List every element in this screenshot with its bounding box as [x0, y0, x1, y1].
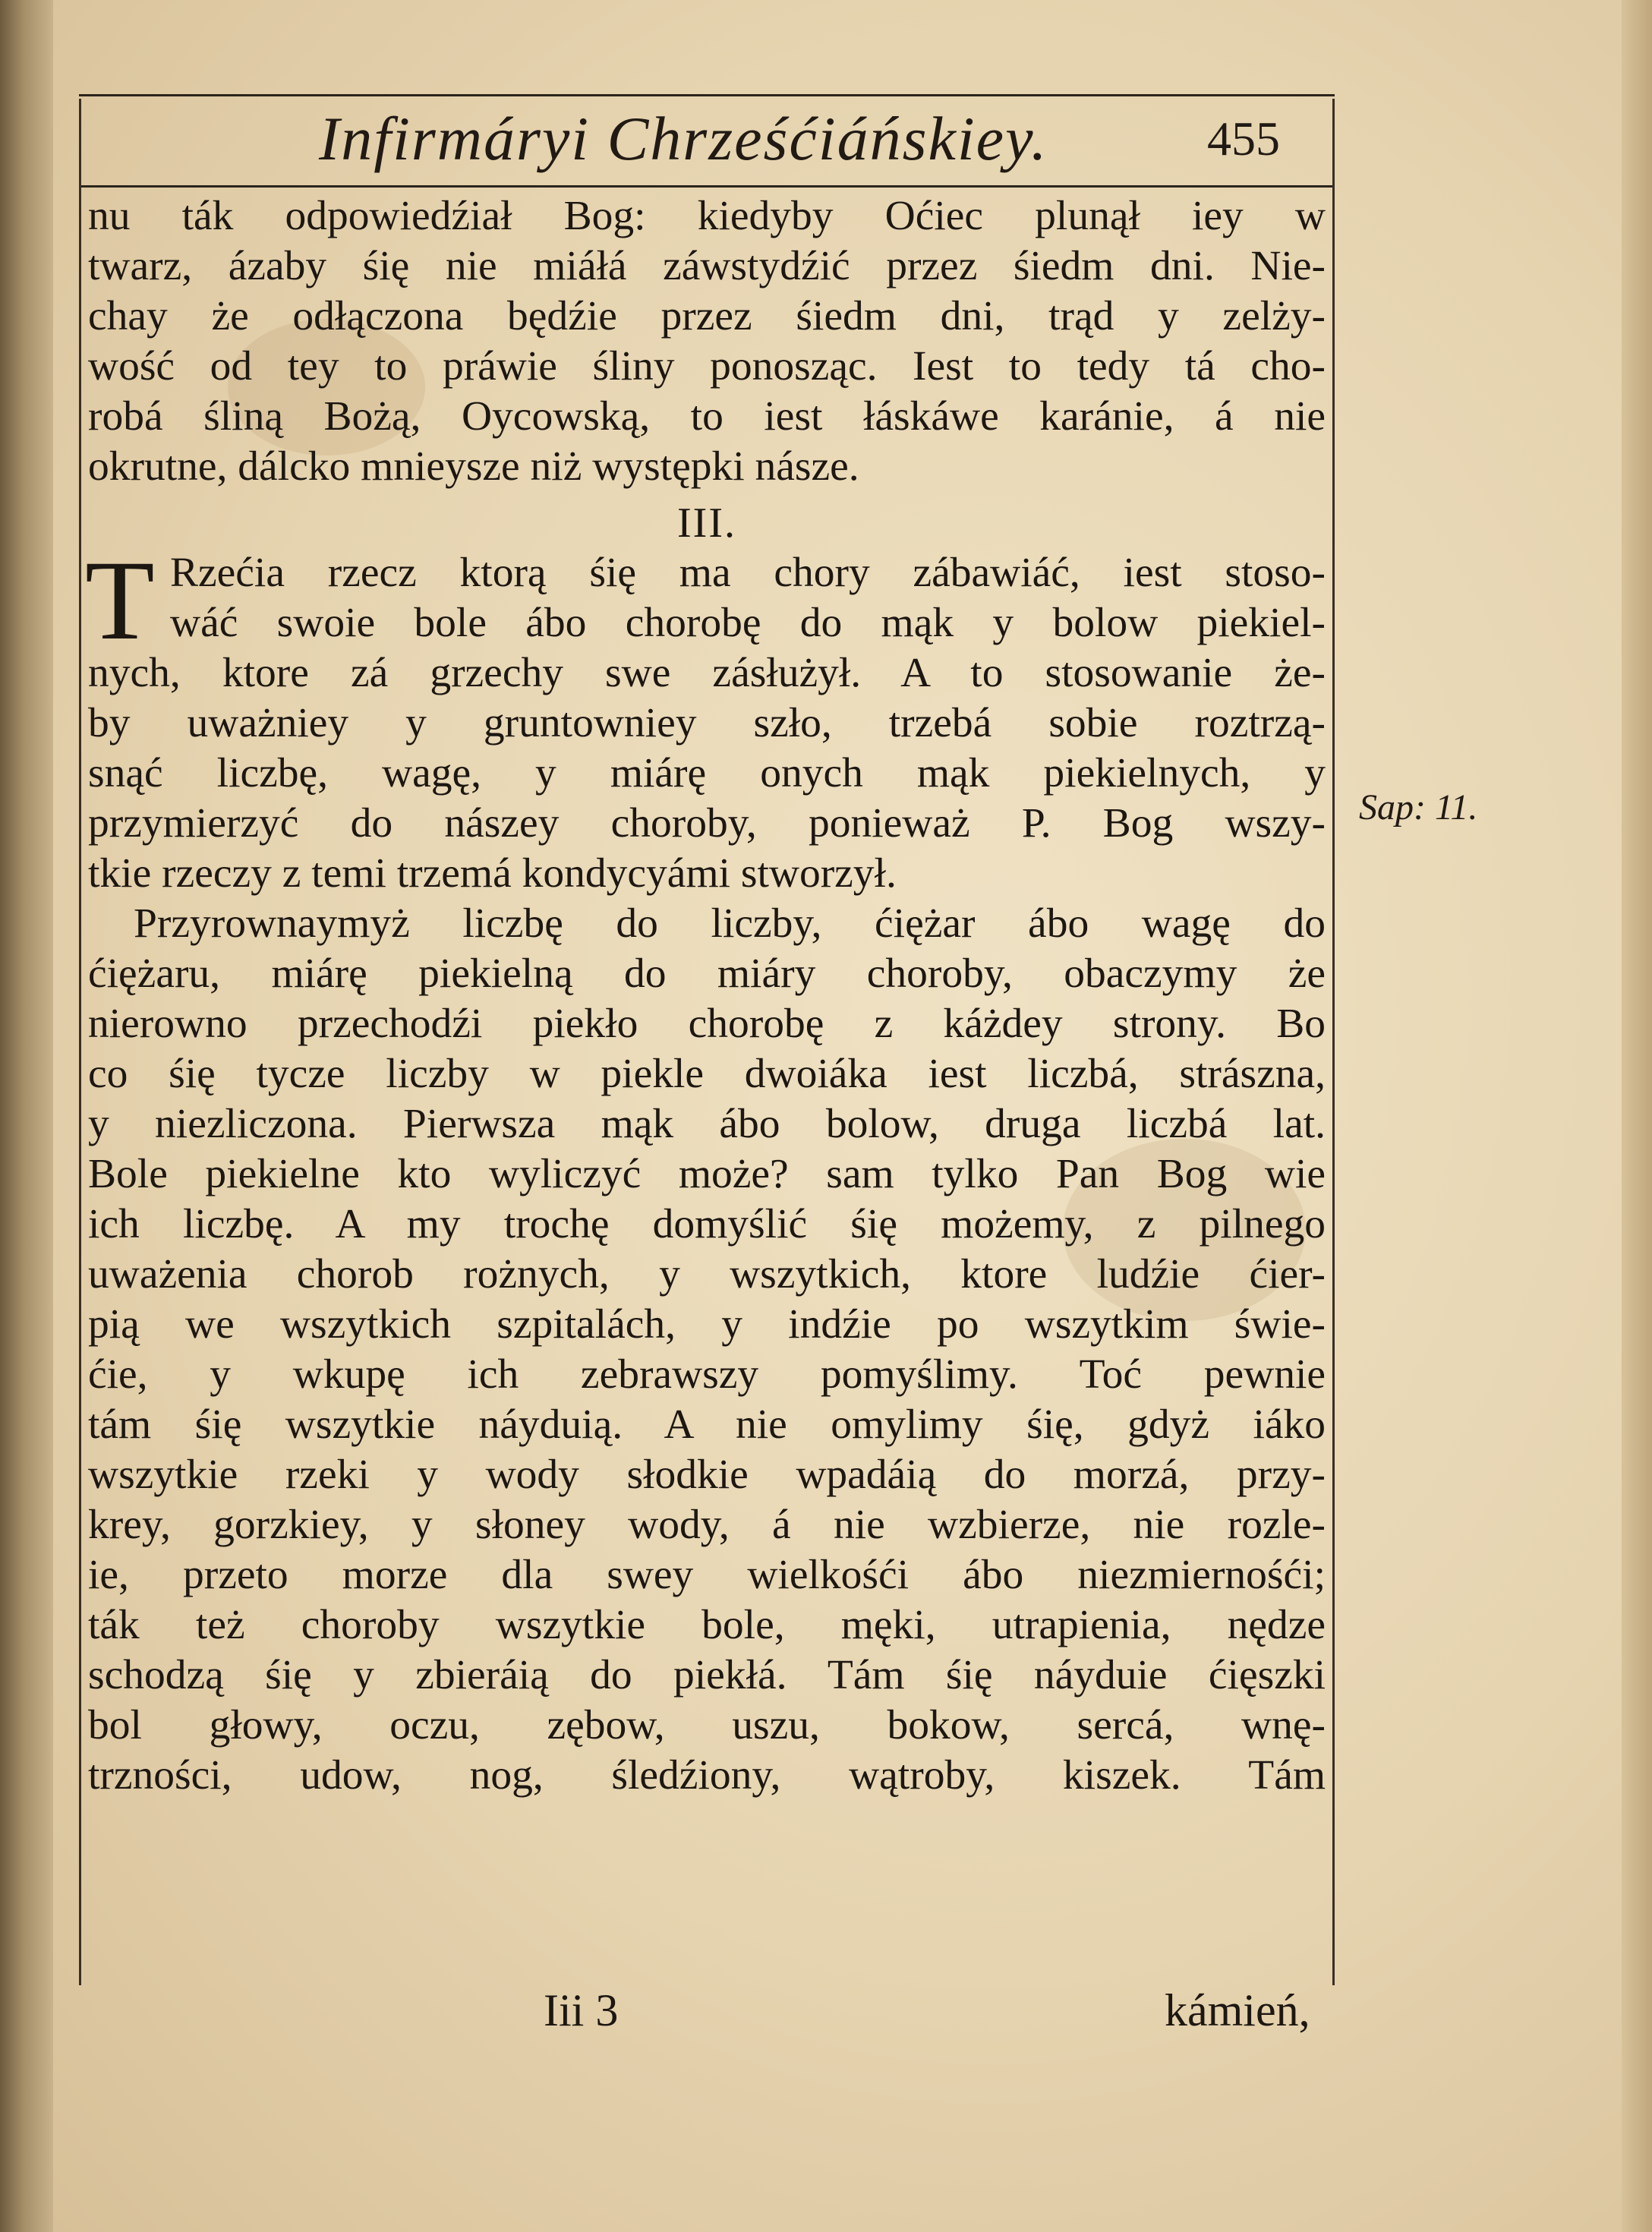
- text-line: ćie, y wkupę ich zebrawszy pomyślimy. Toć pewnie: [88, 1351, 1326, 1398]
- text-line: wszytkie rzeki y wody słodkie wpadáią do morzá, przy-: [88, 1452, 1326, 1498]
- text-line: bol głowy, oczu, zębow, uszu, bokow, sercá, wnę-: [88, 1702, 1326, 1748]
- text-line: tám śię wszytkie náyduią. A nie omylimy śię, gdyż iáko: [88, 1401, 1326, 1448]
- footer: [88, 1985, 1326, 2038]
- header-rule: [79, 94, 1335, 96]
- text-line: robá śliną Bożą, Oycowską, to iest łáskáwe karánie, á nie: [88, 393, 1326, 440]
- page-edge: [1622, 0, 1652, 2232]
- text-line: przymierzyć do nászey choroby, ponieważ P. Bog wszy-: [88, 800, 1326, 846]
- text-line: nu ták odpowiedźiał Bog: kiedyby Oćiec plunął iey w: [88, 193, 1326, 239]
- text-line: chay że odłączona będźie przez śiedm dni, trąd y zelży-: [88, 293, 1326, 339]
- text-line: krey, gorzkiey, y słoney wody, á nie wzbierze, nie rozle-: [88, 1502, 1326, 1548]
- text-line: schodzą śię y zbieráią do piekłá. Tám śię náyduie ćięszki: [88, 1652, 1326, 1698]
- text-line: wáć swoie bole ábo chorobę do mąk y bolow piekiel-: [170, 600, 1326, 646]
- drop-cap: T: [85, 538, 155, 664]
- text-line: tkie rzeczy z temi trzemá kondycyámi stworzył.: [88, 850, 897, 897]
- text-line: uważenia chorob rożnych, y wszytkich, ktore ludźie ćier-: [88, 1251, 1326, 1297]
- text-line: pią we wszytkich szpitalách, y indźie po wszytkim świe-: [88, 1301, 1326, 1348]
- text-line: Przyrownaymyż liczbę do liczby, ćiężar ábo wagę do: [134, 900, 1326, 947]
- catchword: kámień,: [1165, 1985, 1310, 2035]
- paragraph-2: [85, 538, 1326, 899]
- text-line: trzności, udow, nog, śledźiony, wątroby, kiszek. Tám: [88, 1752, 1326, 1799]
- text-line: ich liczbę. A my trochę domyślić śię możemy, z pilnego: [88, 1201, 1326, 1247]
- text-line: okrutne, dálcko mnieysze niż występki násze.: [88, 443, 859, 490]
- text-line: by uważniey y gruntowniey szło, trzebá sobie roztrzą-: [88, 700, 1326, 746]
- text-line: y niezliczona. Pierwsza mąk ábo bolow, druga liczbá lat.: [88, 1101, 1326, 1147]
- paragraph-1: [88, 191, 1326, 492]
- text-line: ie, przeto morze dla swey wielkośći ábo niezmiernośći;: [88, 1552, 1326, 1598]
- text-line: snąć liczbę, wagę, y miárę onych mąk piekielnych, y: [88, 750, 1326, 796]
- text-line: ták też choroby wszytkie bole, męki, utrapienia, nędze: [88, 1602, 1326, 1648]
- section-heading: III.: [677, 500, 736, 547]
- text-line: wość od tey to práwie śliny ponosząc. Iest to tedy tá cho-: [88, 343, 1326, 389]
- paragraph-3: [88, 899, 1326, 1801]
- margin-note: Sap: 11.: [1359, 787, 1478, 828]
- text-line: Bole piekielne kto wyliczyć może? sam tylko Pan Bog wie: [88, 1151, 1326, 1197]
- text-line: Rzećia rzecz ktorą śię ma chory zábawiáć, iest stoso-: [170, 550, 1326, 596]
- binding-gutter: [0, 0, 53, 2232]
- text-line: co śię tycze liczby w piekle dwoiáka iest liczbá, strászna,: [88, 1051, 1326, 1097]
- running-title: Infirmáryi Chrześćiáńskiey.: [319, 104, 1048, 173]
- text-line: ćiężaru, miárę piekielną do miáry choroby, obaczymy że: [88, 950, 1326, 997]
- page-number: 455: [1207, 112, 1280, 166]
- text-line: twarz, ázaby śię nie miáłá záwstydźić przez śiedm dni. Nie-: [88, 243, 1326, 289]
- text-line: nierowno przechodźi piekło chorobę z káżdey strony. Bo: [88, 1001, 1326, 1047]
- signature-mark: Iii 3: [544, 1985, 619, 2035]
- body-text: [85, 191, 1326, 1801]
- text-line: nych, ktore zá grzechy swe zásłużył. A to stosowanie że-: [88, 650, 1326, 696]
